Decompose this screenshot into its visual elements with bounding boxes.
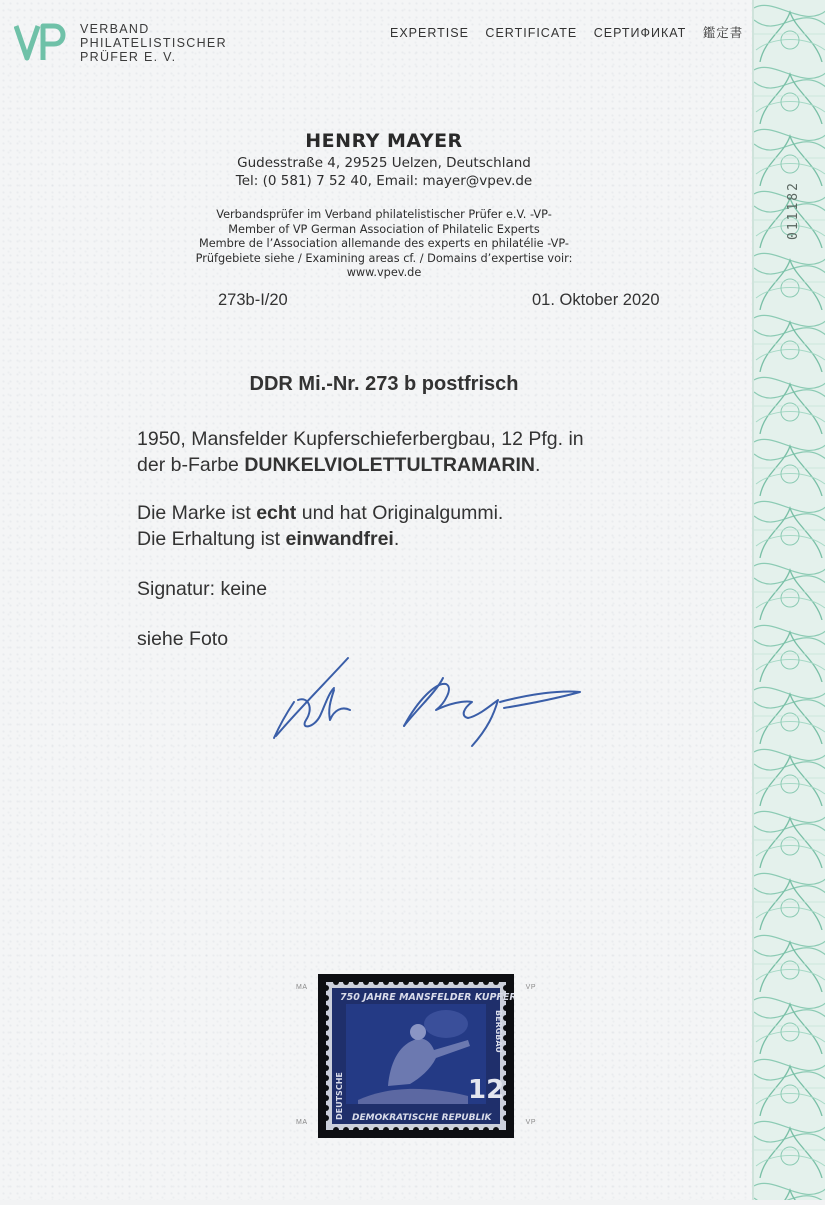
description-prefix: der b-Farbe: [137, 454, 245, 476]
description-suffix: .: [534, 454, 541, 476]
expert-signature: [268, 650, 588, 750]
description-line-2: [137, 452, 584, 478]
stamp-side-right: BERGBAU: [494, 1010, 503, 1053]
association-name: [80, 22, 227, 64]
expert-address: Gudesstraße 4, 29525 Uelzen, Deutschland: [237, 155, 531, 171]
assessment-text: Die Marke ist: [137, 502, 257, 524]
association-name-line: PRÜFER E. V.: [80, 50, 177, 64]
association-name-line: VERBAND: [80, 22, 150, 36]
stamp-description: [137, 426, 584, 478]
membership-line: Membre de l’Association allemande des experts en philatélie -VP-: [198, 237, 570, 251]
label-expertise: EXPERTISE: [390, 26, 469, 40]
association-name-line: PHILATELISTISCHER: [80, 36, 227, 50]
assessment-line-1: [137, 500, 503, 526]
photo-note: siehe Foto: [137, 628, 229, 650]
expert-contact: Tel: (0 581) 7 52 40, Email: mayer@vpev.de: [235, 173, 533, 189]
membership-line: Member of VP German Association of Philatelic Experts: [228, 222, 540, 236]
signature-note: Signatur: keine: [137, 578, 268, 600]
stamp-bottom-text: DEMOKRATISCHE REPUBLIK: [352, 1113, 492, 1123]
assessment-text: Die Erhaltung ist: [137, 528, 286, 550]
label-certificate: CERTIFICATE: [485, 26, 578, 40]
stamp-photo: [296, 974, 536, 1138]
label-certificate-ru: СЕРТИФИКАТ: [593, 26, 687, 40]
assessment-text: .: [393, 528, 400, 550]
color-name: DUNKELVIOLETTULTRAMARIN: [244, 454, 535, 476]
authenticity-verdict: echt: [256, 502, 297, 524]
overprint-mark: MA: [296, 1119, 308, 1126]
membership-block: [150, 208, 618, 281]
vp-logo-icon: [14, 20, 70, 66]
stamp-top-text: 750 JAHRE MANSFELDER KUPFER: [340, 992, 514, 1003]
overprint-mark: VP: [525, 1119, 536, 1126]
certificate-title: DDR Mi.-Nr. 273 b postfrisch: [249, 373, 519, 395]
condition-verdict: einwandfrei: [285, 528, 394, 550]
reference-number: 273b-I/20: [218, 291, 288, 309]
overprint-mark: MA: [296, 984, 308, 991]
membership-line: Prüfgebiete siehe / Examining areas cf. / Domains d’expertise voir:: [195, 251, 573, 265]
membership-line: Verbandsprüfer im Verband philatelistischer Prüfer e.V. -VP-: [216, 208, 552, 221]
label-certificate-ja: 鑑定書: [702, 26, 744, 40]
stamp-side-left: DEUTSCHE: [335, 1072, 344, 1120]
stamp-value: 12: [468, 1075, 505, 1105]
description-line-1: 1950, Mansfelder Kupferschieferbergbau, 12 Pfg. in: [137, 428, 584, 450]
certificate-type-labels: [390, 23, 743, 41]
assessment-text: und hat Originalgummi.: [296, 502, 504, 524]
membership-website: www.vpev.de: [346, 266, 422, 280]
overprint-mark: VP: [525, 984, 536, 991]
assessment: [137, 500, 503, 552]
assessment-line-2: [137, 526, 503, 552]
certificate-date: 01. Oktober 2020: [532, 291, 660, 309]
postage-stamp: [318, 974, 514, 1138]
expert-name: HENRY MAYER: [305, 130, 463, 152]
serial-number: 011182: [786, 181, 801, 240]
